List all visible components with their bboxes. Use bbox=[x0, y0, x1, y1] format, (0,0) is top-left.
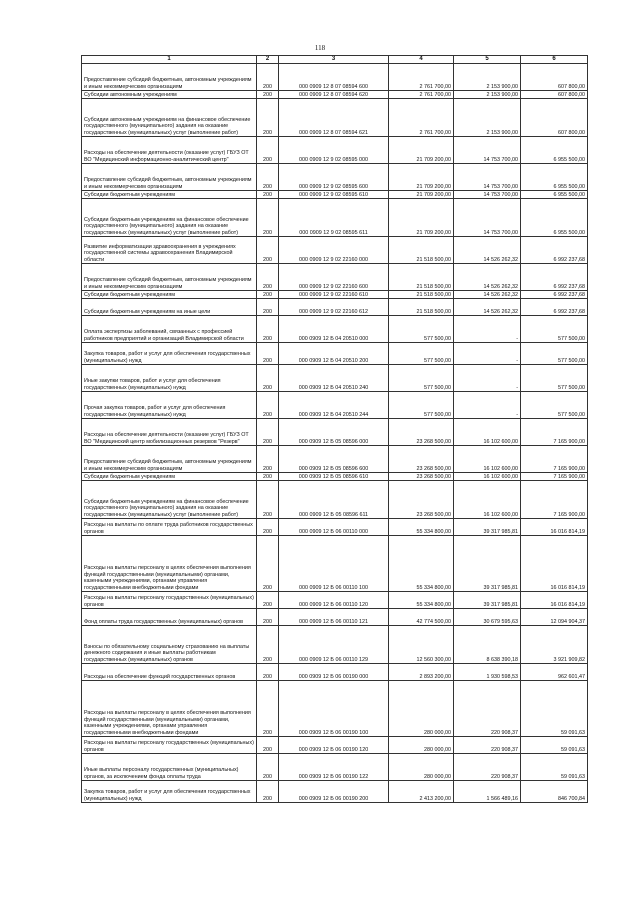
row-budget-code: 000 0909 12 8 07 08594 621 bbox=[279, 99, 389, 137]
row-executed: 39 317 985,81 bbox=[454, 536, 521, 592]
row-line-code: 200 bbox=[257, 299, 279, 316]
row-approved: 577 500,00 bbox=[389, 392, 454, 419]
row-unexecuted: 7 165 900,00 bbox=[521, 446, 588, 473]
row-unexecuted: 962 601,47 bbox=[521, 664, 588, 681]
row-line-code: 200 bbox=[257, 609, 279, 626]
table-row bbox=[82, 291, 588, 299]
row-name: Субсидии бюджетным учреждениям bbox=[82, 191, 257, 199]
row-name: Предоставление субсидий бюджетным, автономным учреждениям и иным некоммерческим организациям bbox=[82, 446, 257, 473]
row-line-code: 200 bbox=[257, 419, 279, 446]
header-cell-name: 1 bbox=[82, 56, 257, 64]
row-approved: 280 000,00 bbox=[389, 737, 454, 754]
table-row bbox=[82, 473, 588, 481]
header-cell-line-code: 2 bbox=[257, 56, 279, 64]
row-executed: 14 526 262,32 bbox=[454, 299, 521, 316]
row-name: Расходы на выплаты персоналу в целях обеспечения выполнения функций государственными (муниципальными) органами, казенными учреждениями, органами управления государственными внебюджетными фондами bbox=[82, 681, 257, 737]
row-unexecuted: 577 500,00 bbox=[521, 316, 588, 343]
row-line-code: 200 bbox=[257, 164, 279, 191]
row-executed: 14 753 700,00 bbox=[454, 199, 521, 237]
row-budget-code: 000 0909 12 Б 05 08596 600 bbox=[279, 446, 389, 473]
table-row bbox=[82, 264, 588, 291]
header-cell-executed: 5 bbox=[454, 56, 521, 64]
row-budget-code: 000 0909 12 Б 06 00190 120 bbox=[279, 737, 389, 754]
row-approved: 12 560 300,00 bbox=[389, 626, 454, 664]
table-row bbox=[82, 199, 588, 237]
row-unexecuted: 12 094 904,37 bbox=[521, 609, 588, 626]
row-executed: 1 930 598,53 bbox=[454, 664, 521, 681]
table-row bbox=[82, 754, 588, 781]
row-approved: 577 500,00 bbox=[389, 316, 454, 343]
row-executed: 14 526 262,32 bbox=[454, 291, 521, 299]
row-executed: 2 153 900,00 bbox=[454, 64, 521, 91]
row-budget-code: 000 0909 12 9 02 08595 000 bbox=[279, 137, 389, 164]
row-line-code: 200 bbox=[257, 137, 279, 164]
row-executed: 30 679 595,63 bbox=[454, 609, 521, 626]
table-row bbox=[82, 316, 588, 343]
row-approved: 577 500,00 bbox=[389, 343, 454, 365]
table-row bbox=[82, 91, 588, 99]
row-approved: 21 518 500,00 bbox=[389, 237, 454, 264]
row-line-code: 200 bbox=[257, 199, 279, 237]
row-name: Субсидии бюджетным учреждениям bbox=[82, 291, 257, 299]
table-row bbox=[82, 64, 588, 91]
row-budget-code: 000 0909 12 Б 04 20510 240 bbox=[279, 365, 389, 392]
row-budget-code: 000 0909 12 9 02 22160 610 bbox=[279, 291, 389, 299]
row-line-code: 200 bbox=[257, 681, 279, 737]
table-row bbox=[82, 536, 588, 592]
row-name: Закупка товаров, работ и услуг для обеспечения государственных (муниципальных) нужд bbox=[82, 781, 257, 803]
row-budget-code: 000 0909 12 Б 04 20510 000 bbox=[279, 316, 389, 343]
row-budget-code: 000 0909 12 Б 05 08596 000 bbox=[279, 419, 389, 446]
row-name: Субсидии автономным учреждениям на финансовое обеспечение государственного (муниципального) задания на оказание государственных (муниципальных) услуг (выполнение работ) bbox=[82, 99, 257, 137]
row-name: Взносы по обязательному социальному страхованию на выплаты денежного содержания и иные выплаты работникам государственных (муниципальных) органов bbox=[82, 626, 257, 664]
row-line-code: 200 bbox=[257, 99, 279, 137]
row-approved: 2 413 200,00 bbox=[389, 781, 454, 803]
header-cell-approved: 4 bbox=[389, 56, 454, 64]
table-body bbox=[82, 64, 588, 803]
row-executed: 14 753 700,00 bbox=[454, 137, 521, 164]
row-unexecuted: 7 165 900,00 bbox=[521, 473, 588, 481]
row-line-code: 200 bbox=[257, 264, 279, 291]
row-unexecuted: 6 992 237,68 bbox=[521, 291, 588, 299]
row-approved: 21 709 200,00 bbox=[389, 164, 454, 191]
row-name: Расходы на выплаты персоналу в целях обеспечения выполнения функций государственными (муниципальными) органами, казенными учреждениями, органами управления государственными внебюджетными фондами bbox=[82, 536, 257, 592]
row-executed: 1 566 489,16 bbox=[454, 781, 521, 803]
row-unexecuted: 577 500,00 bbox=[521, 343, 588, 365]
row-approved: 21 709 200,00 bbox=[389, 137, 454, 164]
row-approved: 55 334 800,00 bbox=[389, 592, 454, 609]
row-executed: - bbox=[454, 316, 521, 343]
row-unexecuted: 16 016 814,19 bbox=[521, 536, 588, 592]
row-approved: 280 000,00 bbox=[389, 754, 454, 781]
row-budget-code: 000 0909 12 Б 05 08596 610 bbox=[279, 473, 389, 481]
table-row bbox=[82, 737, 588, 754]
row-approved: 2 761 700,00 bbox=[389, 64, 454, 91]
page-number: 118 bbox=[314, 44, 326, 52]
row-unexecuted: 6 955 500,00 bbox=[521, 164, 588, 191]
row-name: Субсидии бюджетным учреждениям на финансовое обеспечение государственного (муниципального) задания на оказание государственных (муниципальных) услуг (выполнение работ) bbox=[82, 481, 257, 519]
row-unexecuted: 59 091,63 bbox=[521, 737, 588, 754]
row-name: Прочая закупка товаров, работ и услуг для обеспечения государственных (муниципальных) нужд bbox=[82, 392, 257, 419]
row-name: Субсидии бюджетным учреждениям bbox=[82, 473, 257, 481]
table-row bbox=[82, 191, 588, 199]
row-budget-code: 000 0909 12 8 07 08594 600 bbox=[279, 64, 389, 91]
row-unexecuted: 6 992 237,68 bbox=[521, 299, 588, 316]
row-budget-code: 000 0909 12 Б 05 08596 611 bbox=[279, 481, 389, 519]
row-approved: 2 761 700,00 bbox=[389, 99, 454, 137]
row-approved: 21 709 200,00 bbox=[389, 199, 454, 237]
row-name: Субсидии бюджетным учреждениям на иные цели bbox=[82, 299, 257, 316]
table-row bbox=[82, 365, 588, 392]
row-executed: 16 102 600,00 bbox=[454, 481, 521, 519]
row-name: Развитие информатизации здравоохранения в учреждениях государственной системы здравоохранения Владимирской области bbox=[82, 237, 257, 264]
table-row bbox=[82, 664, 588, 681]
table-row bbox=[82, 164, 588, 191]
row-name: Иные выплаты персоналу государственных (муниципальных) органов, за исключением фонда оплаты труда bbox=[82, 754, 257, 781]
row-budget-code: 000 0909 12 Б 06 00110 000 bbox=[279, 519, 389, 536]
row-approved: 2 893 200,00 bbox=[389, 664, 454, 681]
row-executed: 220 908,37 bbox=[454, 681, 521, 737]
table-row bbox=[82, 781, 588, 803]
row-approved: 55 334 800,00 bbox=[389, 519, 454, 536]
table-row bbox=[82, 592, 588, 609]
row-budget-code: 000 0909 12 Б 06 00190 200 bbox=[279, 781, 389, 803]
row-unexecuted: 16 016 814,19 bbox=[521, 519, 588, 536]
row-executed: - bbox=[454, 343, 521, 365]
row-unexecuted: 3 921 909,82 bbox=[521, 626, 588, 664]
row-line-code: 200 bbox=[257, 592, 279, 609]
row-approved: 23 268 500,00 bbox=[389, 481, 454, 519]
row-budget-code: 000 0909 12 8 07 08594 620 bbox=[279, 91, 389, 99]
row-approved: 23 268 500,00 bbox=[389, 446, 454, 473]
row-line-code: 200 bbox=[257, 481, 279, 519]
row-name: Предоставление субсидий бюджетным, автономным учреждениям и иным некоммерческим организациям bbox=[82, 64, 257, 91]
row-executed: 39 317 985,81 bbox=[454, 519, 521, 536]
row-line-code: 200 bbox=[257, 781, 279, 803]
row-line-code: 200 bbox=[257, 316, 279, 343]
row-budget-code: 000 0909 12 Б 06 00190 122 bbox=[279, 754, 389, 781]
row-line-code: 200 bbox=[257, 291, 279, 299]
row-unexecuted: 6 955 500,00 bbox=[521, 199, 588, 237]
row-line-code: 200 bbox=[257, 737, 279, 754]
row-name: Расходы на обеспечение деятельности (оказание услуг) ГБУЗ ОТ ВО "Медицинский информационно-аналитический центр" bbox=[82, 137, 257, 164]
table-row bbox=[82, 681, 588, 737]
row-approved: 21 518 500,00 bbox=[389, 299, 454, 316]
row-executed: 16 102 600,00 bbox=[454, 419, 521, 446]
row-budget-code: 000 0909 12 Б 06 00110 120 bbox=[279, 592, 389, 609]
row-unexecuted: 846 700,84 bbox=[521, 781, 588, 803]
table-row bbox=[82, 419, 588, 446]
row-name: Субсидии бюджетным учреждениям на финансовое обеспечение государственного (муниципального) задания на оказание государственных (муниципальных) услуг (выполнение работ) bbox=[82, 199, 257, 237]
row-budget-code: 000 0909 12 Б 06 00190 100 bbox=[279, 681, 389, 737]
row-unexecuted: 7 165 900,00 bbox=[521, 419, 588, 446]
row-unexecuted: 607 800,00 bbox=[521, 64, 588, 91]
row-unexecuted: 7 165 900,00 bbox=[521, 481, 588, 519]
row-budget-code: 000 0909 12 9 02 22160 600 bbox=[279, 264, 389, 291]
row-budget-code: 000 0909 12 Б 06 00110 121 bbox=[279, 609, 389, 626]
table-row bbox=[82, 519, 588, 536]
row-name: Предоставление субсидий бюджетным, автономным учреждениям и иным некоммерческим организациям bbox=[82, 264, 257, 291]
row-name: Расходы на обеспечение функций государственных органов bbox=[82, 664, 257, 681]
row-approved: 2 761 700,00 bbox=[389, 91, 454, 99]
table-row bbox=[82, 299, 588, 316]
row-budget-code: 000 0909 12 Б 04 20510 244 bbox=[279, 392, 389, 419]
table-row bbox=[82, 446, 588, 473]
row-unexecuted: 6 955 500,00 bbox=[521, 191, 588, 199]
row-approved: 280 000,00 bbox=[389, 681, 454, 737]
row-line-code: 200 bbox=[257, 664, 279, 681]
header-row bbox=[82, 56, 588, 64]
row-budget-code: 000 0909 12 Б 06 00190 000 bbox=[279, 664, 389, 681]
row-name: Расходы на выплаты персоналу государственных (муниципальных) органов bbox=[82, 592, 257, 609]
row-unexecuted: 16 016 814,19 bbox=[521, 592, 588, 609]
row-budget-code: 000 0909 12 9 02 08595 600 bbox=[279, 164, 389, 191]
row-line-code: 200 bbox=[257, 473, 279, 481]
row-line-code: 200 bbox=[257, 191, 279, 199]
row-approved: 23 268 500,00 bbox=[389, 419, 454, 446]
row-line-code: 200 bbox=[257, 91, 279, 99]
table-row bbox=[82, 343, 588, 365]
row-name: Субсидии автономным учреждениям bbox=[82, 91, 257, 99]
row-executed: 2 153 900,00 bbox=[454, 99, 521, 137]
table-row bbox=[82, 392, 588, 419]
row-unexecuted: 607 800,00 bbox=[521, 91, 588, 99]
table-row bbox=[82, 626, 588, 664]
row-approved: 577 500,00 bbox=[389, 365, 454, 392]
row-line-code: 200 bbox=[257, 343, 279, 365]
row-budget-code: 000 0909 12 9 02 08595 611 bbox=[279, 199, 389, 237]
row-line-code: 200 bbox=[257, 392, 279, 419]
row-approved: 55 334 800,00 bbox=[389, 536, 454, 592]
row-name: Оплата экспертизы заболеваний, связанных с профессией работников предприятий и организаций Владимирской области bbox=[82, 316, 257, 343]
row-executed: 14 753 700,00 bbox=[454, 164, 521, 191]
row-approved: 23 268 500,00 bbox=[389, 473, 454, 481]
row-line-code: 200 bbox=[257, 446, 279, 473]
row-name: Фонд оплаты труда государственных (муниципальных) органов bbox=[82, 609, 257, 626]
row-executed: 39 317 985,81 bbox=[454, 592, 521, 609]
row-line-code: 200 bbox=[257, 64, 279, 91]
row-unexecuted: 607 800,00 bbox=[521, 99, 588, 137]
row-line-code: 200 bbox=[257, 519, 279, 536]
row-budget-code: 000 0909 12 9 02 22160 612 bbox=[279, 299, 389, 316]
row-name: Предоставление субсидий бюджетным, автономным учреждениям и иным некоммерческим организациям bbox=[82, 164, 257, 191]
row-executed: - bbox=[454, 365, 521, 392]
row-budget-code: 000 0909 12 Б 06 00110 129 bbox=[279, 626, 389, 664]
row-name: Расходы на обеспечение деятельности (оказание услуг) ГБУЗ ОТ ВО "Медицинский центр мобилизационных резервов "Резерв" bbox=[82, 419, 257, 446]
row-line-code: 200 bbox=[257, 237, 279, 264]
row-line-code: 200 bbox=[257, 536, 279, 592]
row-name: Иные закупки товаров, работ и услуг для обеспечения государственных (муниципальных) нужд bbox=[82, 365, 257, 392]
row-approved: 42 774 500,00 bbox=[389, 609, 454, 626]
row-approved: 21 518 500,00 bbox=[389, 264, 454, 291]
row-executed: 16 102 600,00 bbox=[454, 473, 521, 481]
table-row bbox=[82, 99, 588, 137]
row-budget-code: 000 0909 12 9 02 22160 000 bbox=[279, 237, 389, 264]
row-name: Расходы на выплаты по оплате труда работников государственных органов bbox=[82, 519, 257, 536]
budget-table bbox=[81, 55, 588, 803]
row-unexecuted: 6 992 237,68 bbox=[521, 237, 588, 264]
row-executed: 14 526 262,32 bbox=[454, 264, 521, 291]
table-row bbox=[82, 481, 588, 519]
table-row bbox=[82, 137, 588, 164]
row-budget-code: 000 0909 12 Б 06 00110 100 bbox=[279, 536, 389, 592]
row-budget-code: 000 0909 12 9 02 08595 610 bbox=[279, 191, 389, 199]
row-unexecuted: 577 500,00 bbox=[521, 392, 588, 419]
header-cell-budget-code: 3 bbox=[279, 56, 389, 64]
row-executed: 2 153 900,00 bbox=[454, 91, 521, 99]
row-executed: 16 102 600,00 bbox=[454, 446, 521, 473]
row-approved: 21 518 500,00 bbox=[389, 291, 454, 299]
row-name: Закупка товаров, работ и услуг для обеспечения государственных (муниципальных) нужд bbox=[82, 343, 257, 365]
row-line-code: 200 bbox=[257, 626, 279, 664]
row-unexecuted: 59 091,63 bbox=[521, 754, 588, 781]
row-executed: 14 753 700,00 bbox=[454, 191, 521, 199]
row-line-code: 200 bbox=[257, 754, 279, 781]
table-row bbox=[82, 609, 588, 626]
row-unexecuted: 6 992 237,68 bbox=[521, 264, 588, 291]
row-executed: 8 638 390,18 bbox=[454, 626, 521, 664]
row-line-code: 200 bbox=[257, 365, 279, 392]
row-approved: 21 709 200,00 bbox=[389, 191, 454, 199]
table-row bbox=[82, 237, 588, 264]
row-unexecuted: 6 955 500,00 bbox=[521, 137, 588, 164]
row-name: Расходы на выплаты персоналу государственных (муниципальных) органов bbox=[82, 737, 257, 754]
row-unexecuted: 577 500,00 bbox=[521, 365, 588, 392]
row-unexecuted: 59 091,63 bbox=[521, 681, 588, 737]
row-executed: 14 526 262,32 bbox=[454, 237, 521, 264]
row-executed: 220 908,37 bbox=[454, 737, 521, 754]
row-executed: - bbox=[454, 392, 521, 419]
header-cell-unexecuted: 6 bbox=[521, 56, 588, 64]
row-executed: 220 908,37 bbox=[454, 754, 521, 781]
row-budget-code: 000 0909 12 Б 04 20510 200 bbox=[279, 343, 389, 365]
